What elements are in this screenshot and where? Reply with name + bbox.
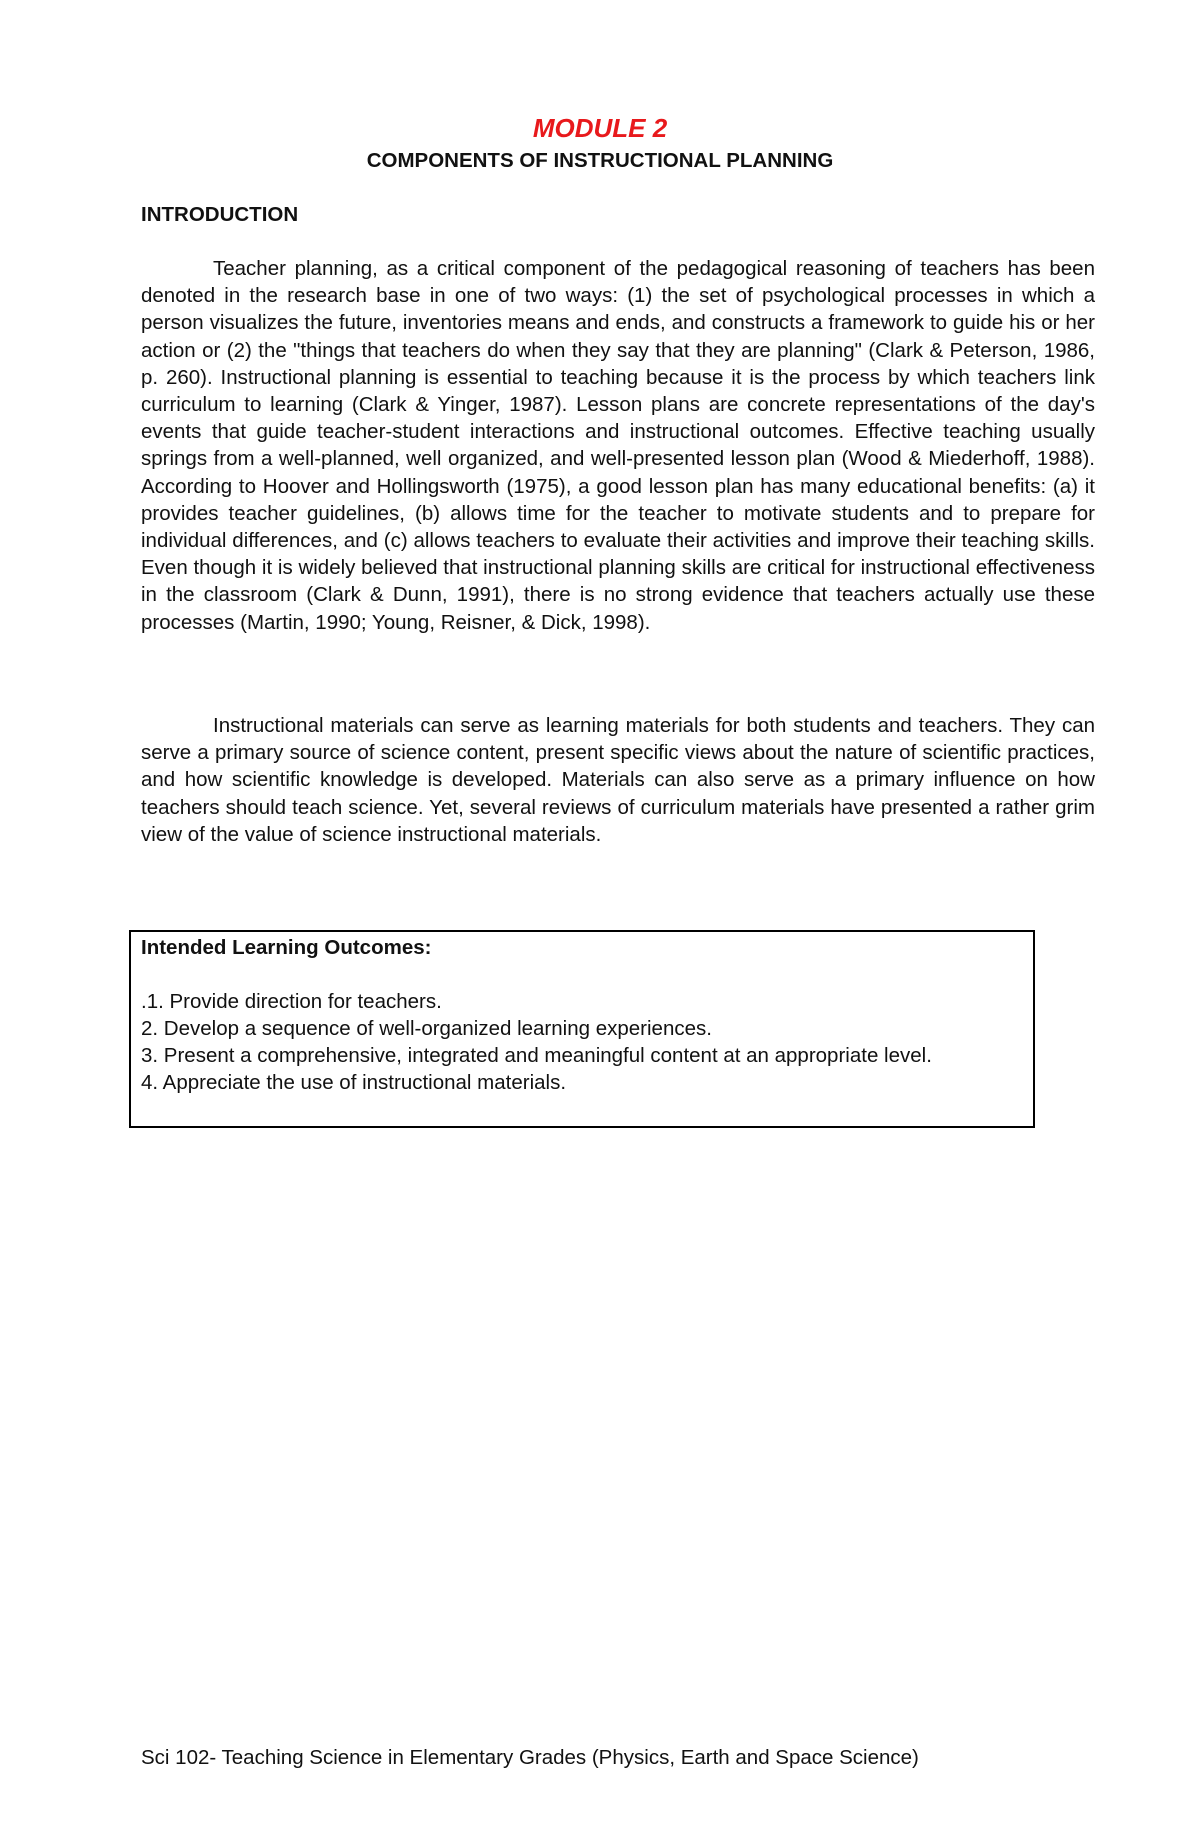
module-subtitle: COMPONENTS OF INSTRUCTIONAL PLANNING <box>366 149 834 172</box>
learning-outcome-item: 2. Develop a sequence of well-organized learning experiences. <box>141 1017 712 1040</box>
module-title: MODULE 2 <box>532 113 668 143</box>
learning-outcome-item: 4. Appreciate the use of instructional materials. <box>141 1071 567 1094</box>
learning-outcomes-list <box>141 988 1001 1096</box>
learning-outcomes-box <box>129 930 1035 1128</box>
introduction-heading: INTRODUCTION <box>141 203 299 226</box>
introduction-paragraph-2: Instructional materials can serve as learning materials for both students and teachers. They can serve a primary source of science content, present specific views about the nature of scientific practices, and how scientific knowledge is developed. Materials can also serve as a primary influence on how teachers should teach science. Yet, several reviews of curriculum materials have presented a rather grim view of the value of science instructional materials. <box>141 714 1095 846</box>
learning-outcome-item: .1. Provide direction for teachers. <box>141 990 442 1013</box>
introduction-paragraph-1: Teacher planning, as a critical component of the pedagogical reasoning of teachers has been denoted in the research base in one of two ways: (1) the set of psychological processes in which a person visualizes the future, inventories means and ends, and constructs a framework to guide his or her action or (2) the "things that teachers do when they say that they are planning" (Clark & Peterson, 1986, p. 260). Instructional planning is essential to teaching because it is the process by which teachers link curriculum to learning (Clark & Yinger, 1987). Lesson plans are concrete representations of the day's events that guide teacher-student interactions and instructional outcomes. Effective teaching usually springs from a well-planned, well organized, and well-presented lesson plan (Wood & Miederhoff, 1988). According to Hoover and Hollingsworth (1975), a good lesson plan has many educational benefits: (a) it provides teacher guidelines, (b) allows time for the teacher to motivate students and to prepare for individual differences, and (c) allows teachers to evaluate their activities and improve their teaching skills. Even though it is widely believed that instructional planning skills are critical for instructional effectiveness in the classroom (Clark & Dunn, 1991), there is no strong evidence that teachers actually use these processes (Martin, 1990; Young, Reisner, & Dick, 1998). <box>141 257 1095 634</box>
learning-outcomes-heading: Intended Learning Outcomes: <box>141 936 432 959</box>
learning-outcome-item: 3. Present a comprehensive, integrated and meaningful content at an appropriate level. <box>141 1044 932 1067</box>
page-footer: Sci 102- Teaching Science in Elementary Grades (Physics, Earth and Space Science) <box>141 1746 919 1769</box>
